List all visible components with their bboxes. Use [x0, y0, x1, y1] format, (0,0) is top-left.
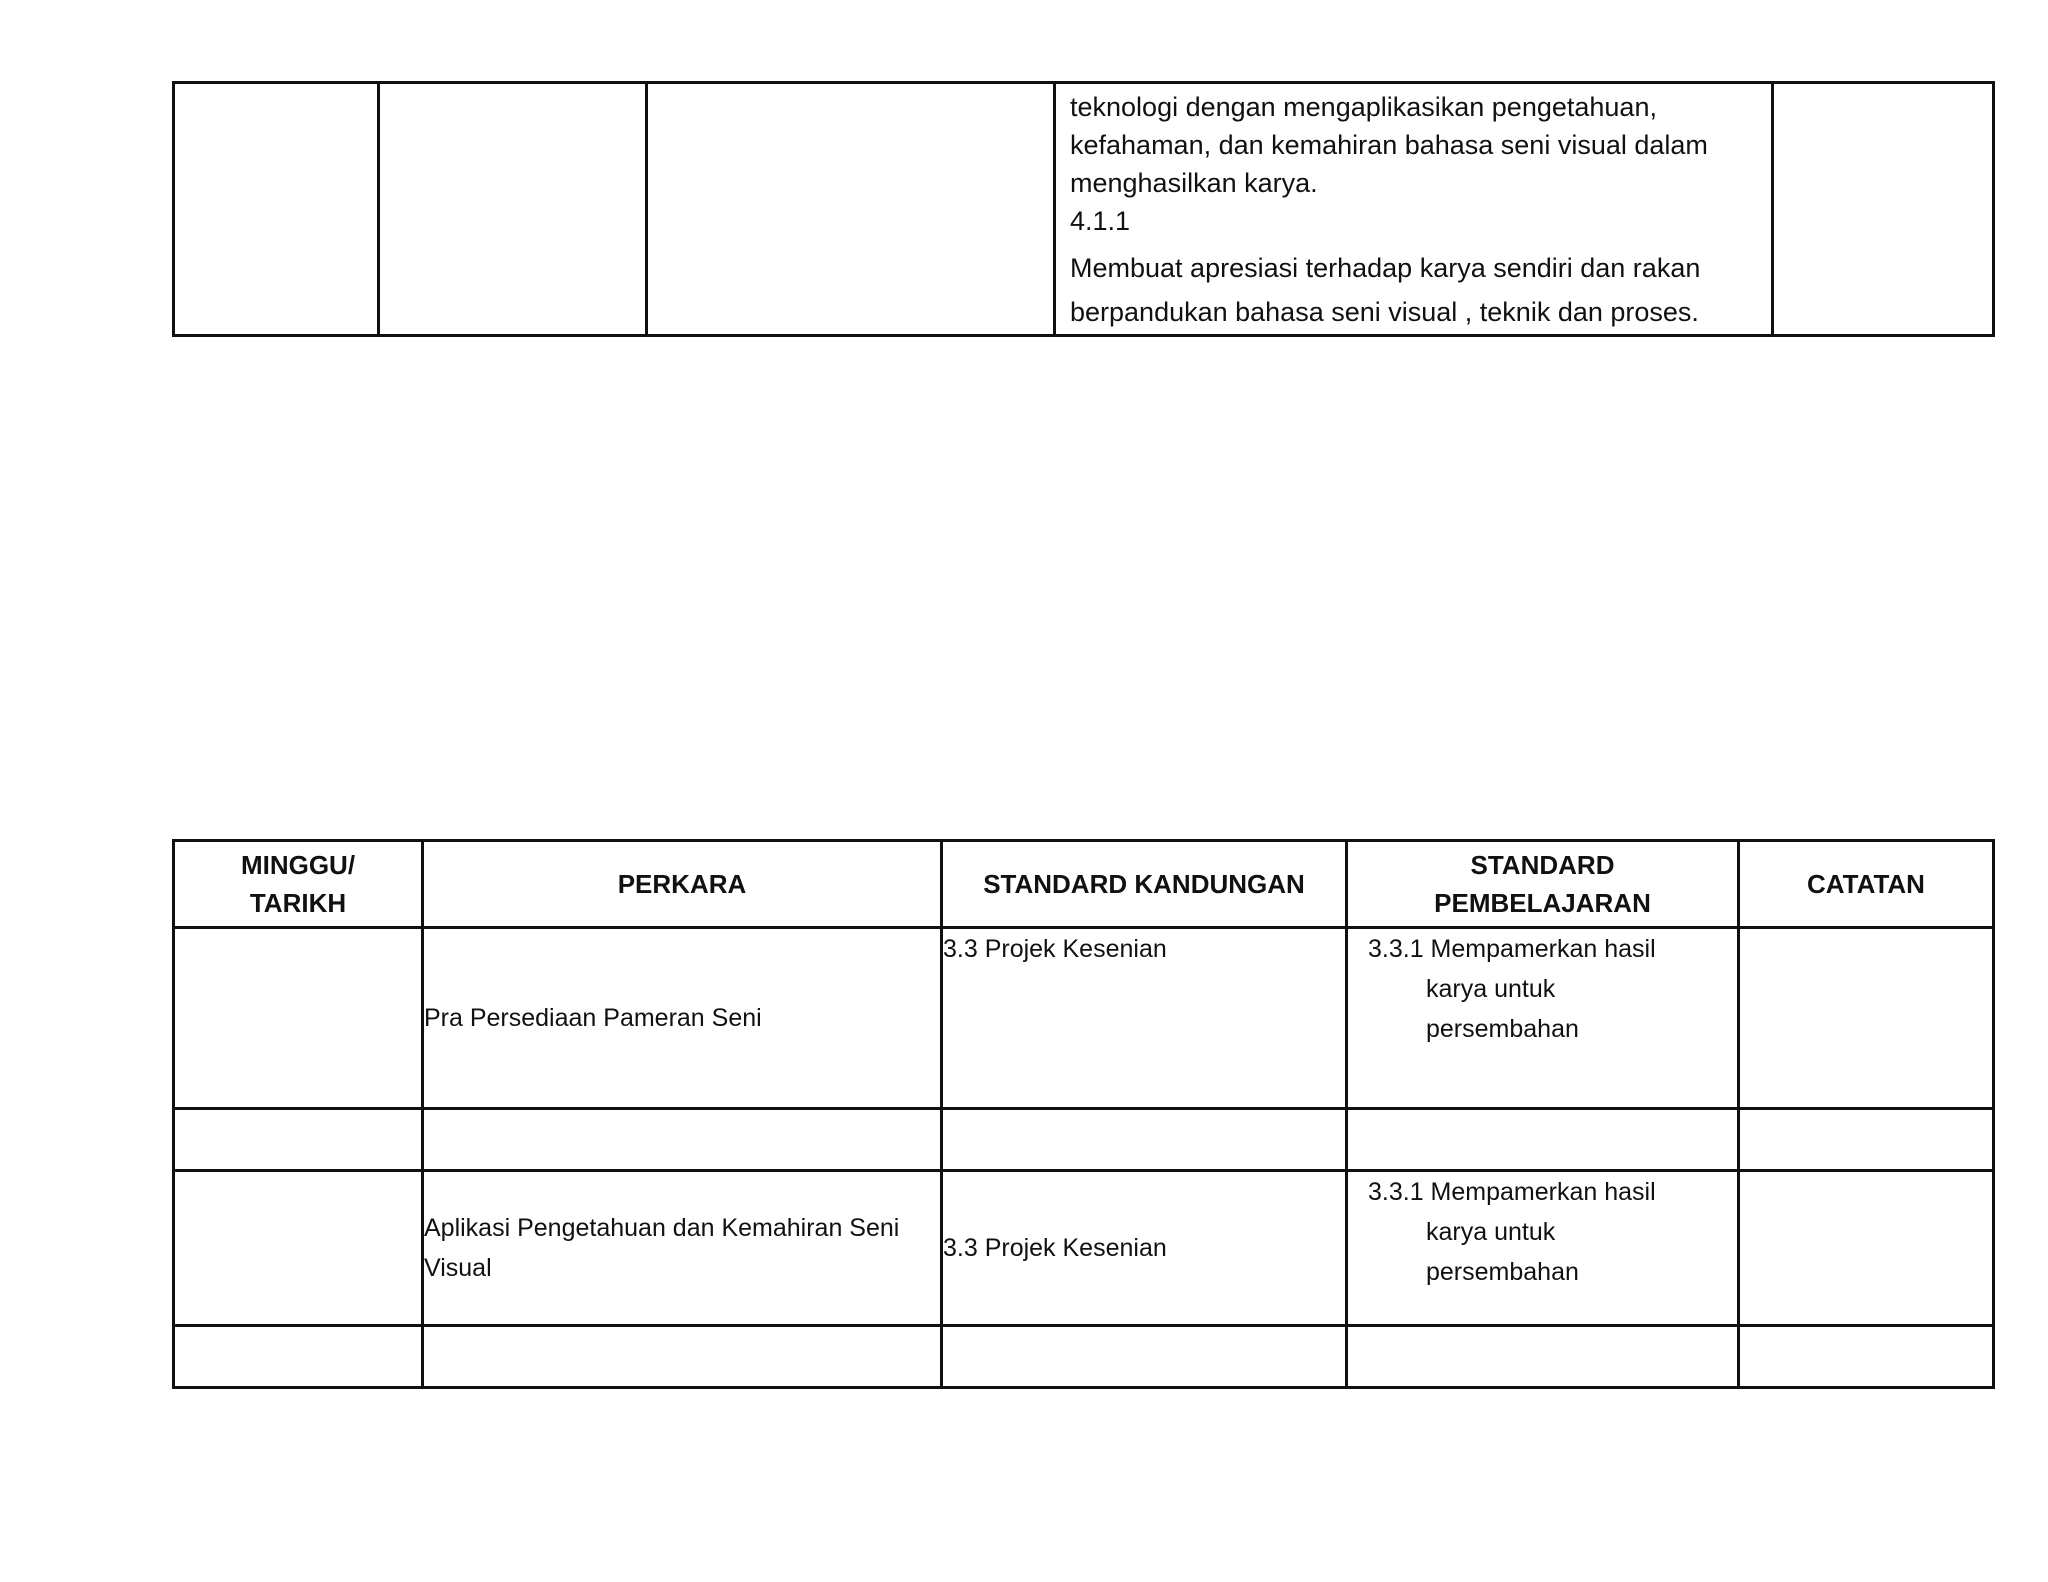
header-minggu-tarikh: [174, 841, 423, 928]
header-minggu-line1: MINGGU/: [240, 850, 356, 880]
table-row: [174, 1171, 1994, 1326]
header-perkara: PERKARA: [423, 841, 942, 928]
header-sp-line1: STANDARD: [1470, 850, 1615, 880]
table-row: [174, 1109, 1994, 1171]
standard-kandungan-cell: [942, 1326, 1347, 1388]
table-row: [174, 83, 1994, 336]
text-line: teknologi dengan mengaplikasikan pengetahuan,: [1070, 92, 1657, 122]
header-row: [174, 841, 1994, 928]
perkara-line: Visual: [424, 1254, 492, 1282]
sp-line: persembahan: [1426, 1258, 1579, 1286]
perkara-cell: [423, 1171, 942, 1326]
catatan-cell: [1739, 1171, 1994, 1326]
text-line: Membuat apresiasi terhadap karya sendiri dan rakan: [1070, 253, 1701, 283]
standard-pembelajaran-cell: [1347, 1171, 1739, 1326]
header-sp-line2: PEMBELAJARAN: [1434, 888, 1651, 918]
sp-line: persembahan: [1426, 1015, 1579, 1043]
minggu-cell: [174, 1326, 423, 1388]
table-row: [174, 1326, 1994, 1388]
standard-kandungan-cell: [647, 83, 1055, 336]
sp-line: 3.3.1 Mempamerkan hasil: [1368, 935, 1656, 963]
catatan-cell: [1739, 1109, 1994, 1171]
minggu-cell: [174, 928, 423, 1109]
perkara-cell: Pra Persediaan Pameran Seni: [423, 928, 942, 1109]
sp-line: karya untuk: [1426, 1218, 1556, 1246]
standard-pembelajaran-cell: [1347, 1109, 1739, 1171]
header-standard-pembelajaran: [1347, 841, 1739, 928]
standard-pembelajaran-cell: [1055, 83, 1773, 336]
header-catatan: CATATAN: [1739, 841, 1994, 928]
table-row: [174, 928, 1994, 1109]
standard-kandungan-cell: 3.3 Projek Kesenian: [942, 928, 1347, 1109]
text-line: menghasilkan karya.: [1070, 168, 1318, 198]
sp-line: karya untuk: [1426, 975, 1556, 1003]
standard-pembelajaran-cell: [1347, 1326, 1739, 1388]
minggu-cell: [174, 1171, 423, 1326]
sp-line: 3.3.1 Mempamerkan hasil: [1368, 1178, 1656, 1206]
minggu-cell: [174, 83, 379, 336]
perkara-line: Aplikasi Pengetahuan dan Kemahiran Seni: [424, 1214, 900, 1242]
text-line: 4.1.1: [1070, 206, 1131, 236]
continuation-table: [172, 81, 1995, 337]
header-standard-kandungan: STANDARD KANDUNGAN: [942, 841, 1347, 928]
text-line: kefahaman, dan kemahiran bahasa seni visual dalam: [1070, 130, 1708, 160]
catatan-cell: [1773, 83, 1994, 336]
minggu-cell: [174, 1109, 423, 1171]
lesson-table: [172, 839, 1995, 1389]
text-line: berpandukan bahasa seni visual , teknik dan proses.: [1070, 297, 1699, 327]
perkara-cell: [379, 83, 647, 336]
standard-pembelajaran-text: [1056, 84, 1771, 334]
catatan-cell: [1739, 1326, 1994, 1388]
standard-kandungan-cell: 3.3 Projek Kesenian: [942, 1171, 1347, 1326]
standard-pembelajaran-cell: [1347, 928, 1739, 1109]
perkara-cell: [423, 1109, 942, 1171]
catatan-cell: [1739, 928, 1994, 1109]
header-minggu-line2: TARIKH: [249, 888, 347, 918]
perkara-cell: [423, 1326, 942, 1388]
standard-kandungan-cell: [942, 1109, 1347, 1171]
